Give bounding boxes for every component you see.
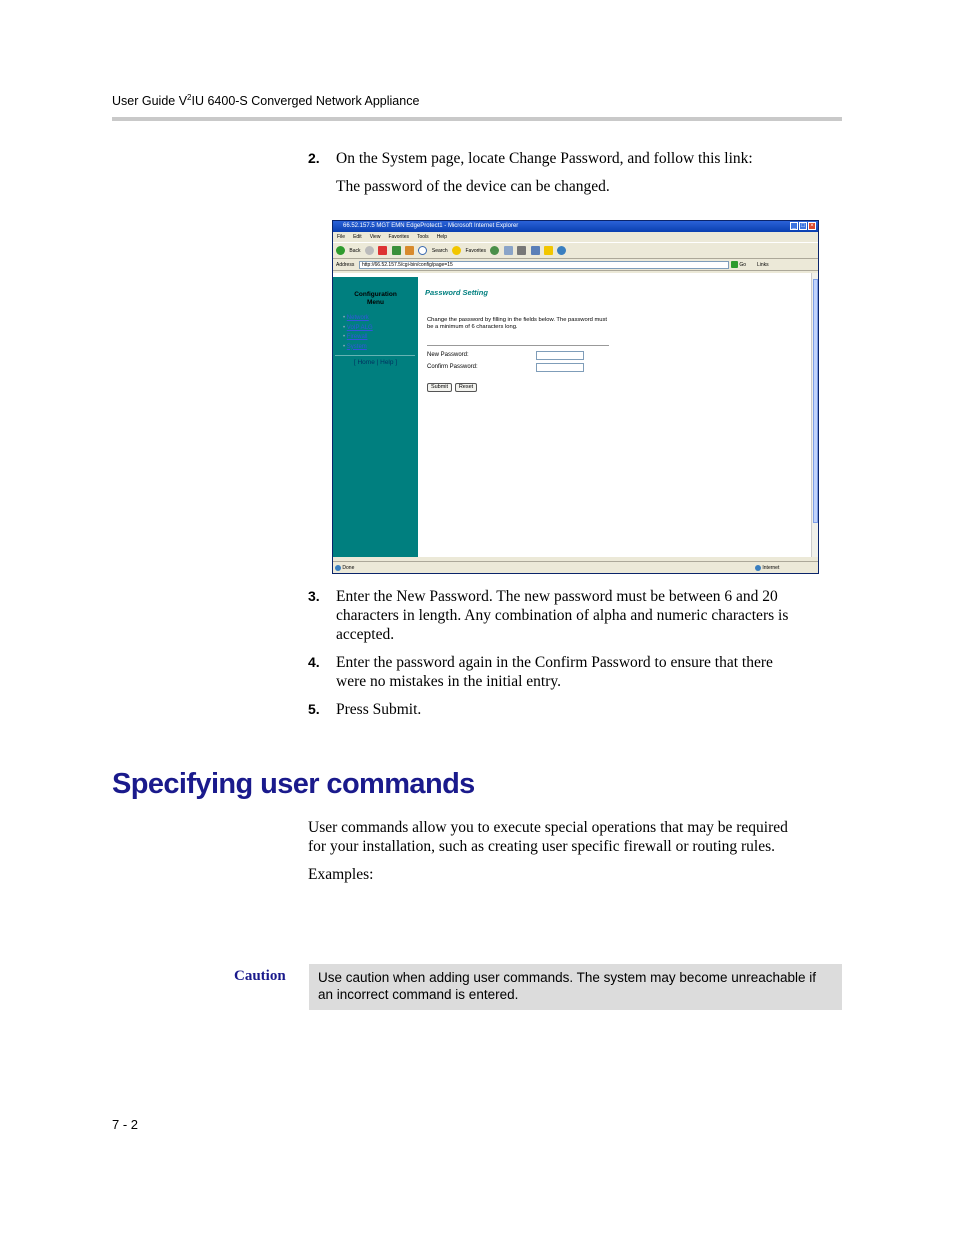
step-3-line1: Enter the New Password. The new password must be between 6 and 20 (336, 588, 778, 605)
favorites-label[interactable]: Favorites (465, 248, 487, 254)
browser-window-title: 66.52.157.5 MGT EMN EdgeProtect1 - Microsoft Internet Explorer (343, 223, 519, 229)
favorites-star-icon[interactable] (452, 246, 461, 255)
address-label: Address (336, 262, 355, 268)
back-label[interactable]: Back (349, 248, 361, 254)
step-3-number: 3. (308, 588, 320, 604)
caution-line2: an incorrect command is entered. (318, 987, 519, 1002)
step-4-line2: were no mistakes in the initial entry. (336, 673, 561, 690)
step-5-text: Press Submit. (336, 701, 422, 718)
menu-file[interactable]: File (337, 234, 346, 240)
search-icon[interactable] (418, 246, 427, 255)
step-3-line3: accepted. (336, 626, 395, 643)
browser-menubar (333, 232, 818, 242)
section-heading: Specifying user commands (112, 768, 475, 800)
page-number: 7 - 2 (112, 1117, 139, 1132)
new-password-label: New Password: (427, 352, 469, 358)
menu-view[interactable]: View (369, 234, 381, 240)
maximize-icon[interactable]: □ (799, 222, 807, 230)
go-label: Go (739, 262, 747, 268)
form-divider (427, 345, 609, 346)
home-icon[interactable] (405, 246, 414, 255)
config-menu-title (333, 291, 418, 307)
status-done: Done (342, 565, 355, 571)
running-header (112, 93, 419, 108)
side-link-network[interactable]: Network (346, 315, 369, 321)
edit-icon[interactable] (531, 246, 540, 255)
scrollbar-thumb[interactable] (813, 279, 818, 523)
step-5-number: 5. (308, 701, 320, 717)
confirm-password-input[interactable] (536, 363, 584, 372)
search-label[interactable]: Search (431, 248, 448, 254)
globe-icon (755, 565, 761, 571)
side-link-firewall[interactable]: Firewall (346, 334, 368, 340)
confirm-password-label: Confirm Password: (427, 364, 478, 370)
caution-line1: Use caution when adding user commands. The system may become unreachable if (318, 970, 817, 985)
submit-button[interactable]: Submit (427, 383, 452, 392)
step-3-line2: characters in length. Any combination of alpha and numeric characters is (336, 607, 789, 624)
forward-arrow-icon[interactable] (365, 246, 374, 255)
config-menu-title-line1: Configuration (354, 291, 397, 298)
header-title-prefix: User Guide V (112, 94, 188, 108)
side-link-voip-alg[interactable]: VoIP ALG (346, 324, 373, 331)
side-item-voip[interactable]: • VoIP ALG (343, 324, 373, 331)
browser-screenshot (332, 220, 819, 574)
side-home-help[interactable]: [ Home | Help ] (353, 359, 398, 366)
page-icon (335, 565, 341, 571)
examples-label: Examples: (308, 866, 374, 883)
minimize-icon[interactable]: _ (790, 222, 798, 230)
password-setting-title: Password Setting (425, 288, 488, 297)
stop-icon[interactable] (378, 246, 387, 255)
go-button[interactable] (731, 259, 746, 271)
menu-help[interactable]: Help (436, 234, 447, 240)
close-icon[interactable]: × (808, 222, 816, 230)
section-para-line2: for your installation, such as creating user specific firewall or routing rules. (308, 838, 776, 855)
browser-statusbar (333, 561, 818, 573)
status-internet: Internet (762, 565, 780, 571)
history-icon[interactable] (490, 246, 499, 255)
side-link-system[interactable]: System (346, 343, 367, 350)
menu-tools[interactable]: Tools (417, 234, 429, 240)
header-rule (112, 117, 842, 121)
reset-button[interactable]: Reset (455, 383, 477, 392)
step-2-number: 2. (308, 150, 320, 166)
caution-label: Caution (234, 968, 286, 984)
messenger-icon[interactable] (557, 246, 566, 255)
links-label[interactable]: Links (757, 262, 769, 268)
config-side-menu (333, 277, 418, 557)
side-item-firewall[interactable]: • Firewall (343, 334, 368, 340)
config-menu-title-line2: Menu (367, 299, 384, 306)
browser-addressbar (333, 259, 818, 271)
side-item-system[interactable]: • System (343, 343, 367, 350)
header-title-suffix: IU 6400-S Converged Network Appliance (191, 94, 420, 108)
print-icon[interactable] (517, 246, 526, 255)
address-input[interactable]: http://66.52.157.5/cgi-bin/config/page=15 (359, 261, 729, 269)
config-menu-links (343, 314, 373, 352)
status-zone (755, 562, 779, 574)
side-item-network[interactable]: • Network (343, 315, 369, 321)
browser-titlebar (333, 221, 818, 232)
step-2-text: On the System page, locate Change Password, and follow this link: (336, 150, 753, 167)
browser-content (333, 273, 811, 557)
vertical-scrollbar[interactable] (811, 273, 819, 557)
step-2-subtext: The password of the device can be changed. (336, 178, 610, 195)
step-4-line1: Enter the password again in the Confirm Password to ensure that there (336, 654, 773, 671)
section-para-line1: User commands allow you to execute special operations that may be required (308, 819, 788, 836)
back-arrow-icon[interactable] (336, 246, 345, 255)
folder-icon[interactable] (544, 246, 553, 255)
menu-edit[interactable]: Edit (353, 234, 362, 240)
side-menu-divider (335, 355, 415, 356)
go-arrow-icon (731, 261, 738, 268)
caution-box (309, 964, 842, 1010)
mail-icon[interactable] (504, 246, 513, 255)
password-setting-description: Change the password by filling in the fields below. The password must be a minimum of 6 characters long. (427, 317, 608, 330)
menu-favorites[interactable]: Favorites (388, 234, 409, 240)
header-superscript: 2 (187, 93, 192, 102)
step-4-number: 4. (308, 654, 320, 670)
new-password-input[interactable] (536, 351, 584, 360)
browser-toolbar (333, 242, 818, 259)
refresh-icon[interactable] (392, 246, 401, 255)
